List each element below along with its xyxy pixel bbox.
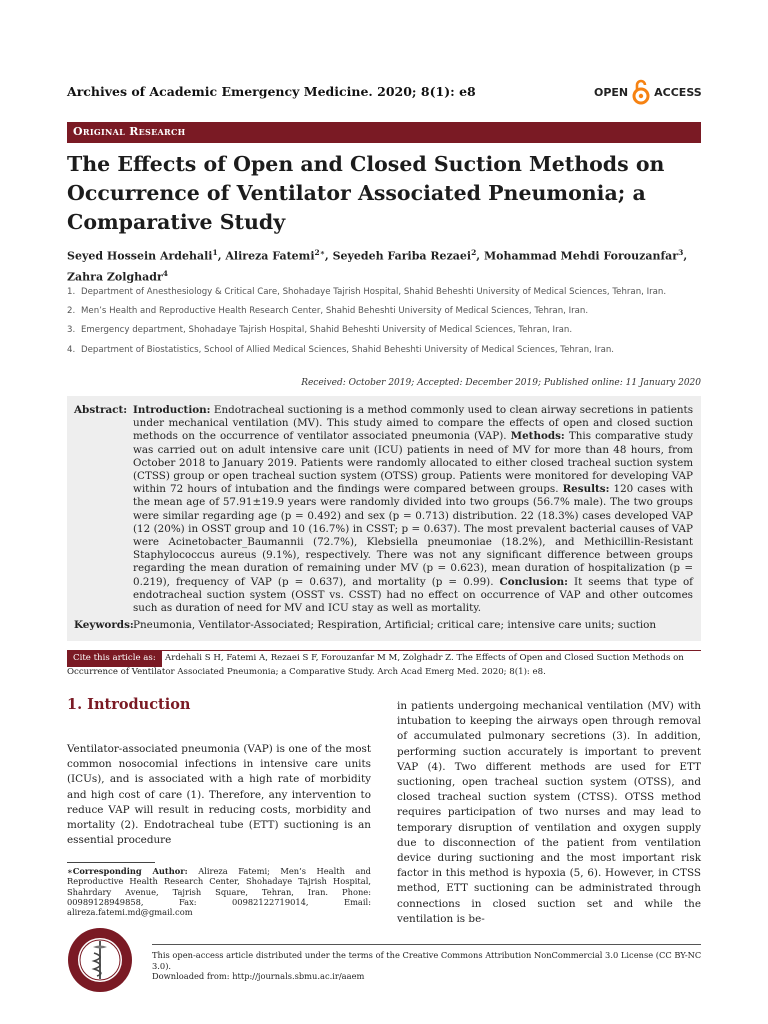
body-text-left: Ventilator-associated pneumonia (VAP) is one of the most common nosocomial infections in intensive care units (ICUs), and is associated with a high rate of morbidity and high cost of care (1). Therefore, any intervention to reduce VAP will result in reducing costs, morbidity and mortality (2). Endotracheal tube (ETT) suctioning is an essential procedure [67,743,371,847]
abstract-intro-heading: Introduction: [133,404,211,416]
cite-tag: Cite this article as: [67,651,162,667]
publication-dates: Received: October 2019; Accepted: December 2019; Published online: 11 January 2020 [301,378,701,388]
affiliation-number: 3. [67,325,76,335]
abstract-methods: This comparative study was carried out on adult intensive care unit (ICU) patients in need of MV for more than 48 hours, from October 2018 to January 2019. Patients were randomly allocated to either closed tracheal suction system (CTSS) group or open tracheal suction system (OTSS) group. Patients were monitored for developing VAP within 72 hours of intubation and the findings were compared between groups. [133,430,693,496]
abstract-results-heading: Results: [562,483,610,496]
license-text: This open-access article distributed under the terms of the Creative Commons Attribution NonCommercial 3.0 License (CC BY-NC 3.0). [152,950,702,971]
section-heading: 1. Introduction [67,696,191,713]
affiliation-item [67,325,707,335]
oa-open-text: OPEN [594,85,629,99]
affiliation-text: Men’s Health and Reproductive Health Research Center, Shahid Beheshti University of Medical Sciences, Tehran, Iran. [81,306,589,316]
abstract-text [133,404,693,615]
body-text-right: in patients undergoing mechanical ventilation (MV) with intubation to keeping the airways open through removal of accumulated pulmonary secretions (3). In addition, performing suction accurately is important to prevent VAP (4). Two different methods are used for ETT suctioning, open tracheal suction system (OTSS), and closed tracheal suction system (CTSS). OTSS method requires participation of two nurses and may lead to temporary disruption of ventilation and oxygen supply due to disconnection of the patient from ventilation device during suctioning and the most important risk factor in this method is hypoxia (5, 6). However, in CTSS method, ETT suctioning can be administrated through connections in closed suction set and while the ventilation is be- [397,700,701,925]
affiliation-number: 1. [67,287,76,297]
open-lock-icon [631,78,651,106]
abstract-label: Abstract: [74,404,128,416]
keywords-text: Pneumonia, Ventilator-Associated; Respiration, Artificial; critical care; intensive care units; suction [133,619,657,631]
author-name: Seyedeh Fariba Rezaei [332,249,472,263]
author-affiliation-mark: 4 [162,268,168,278]
article-title: The Effects of Open and Closed Suction Methods on Occurrence of Ventilator Associated Pneumonia; a Comparative Study [67,152,665,234]
author-name: Seyed Hossein Ardehali [67,249,213,263]
author-affiliation-mark: 1 [212,248,218,257]
affiliation-item [67,306,707,316]
corresponding-author-note [67,866,371,917]
author-list: Seyed Hossein Ardehali$^1$, Alireza Fatemi$^{2∗}$, Seyedeh Fariba Rezaei$^2$, Mohammad Mehdi Forouzanfar$^3$, Zahra Zolghadr$^4$ [67,248,688,284]
affiliation-text: Emergency department, Shohadaye Tajrish Hospital, Shahid Beheshti University of Medical Sciences, Tehran, Iran. [81,325,573,335]
cite-divider [67,650,701,651]
author-affiliation-mark: 2∗ [314,248,325,257]
download-source: Downloaded from: http://journals.sbmu.ac.ir/aaem [152,971,365,981]
section-banner [67,122,701,143]
abstract-intro: Endotracheal suctioning is a method commonly used to clean airway secretions in patients under mechanical ventilation (MV). This study aimed to compare the effects of open and closed suction methods on the occurrence of ventilator associated pneumonia (VAP). [133,404,693,443]
keywords-label: Keywords: [74,619,134,631]
abstract-methods-heading: Methods: [510,430,565,443]
footnote-divider [67,862,155,863]
corresponding-author-text: Alireza Fatemi; Men’s Health and Reproductive Health Research Center, Shohadaye Tajrish Hospital, Shahrdary Avenue, Tajrish Square, Tehran, Iran. Phone: 00989128949858, Fax: 00982122719014, Email: alireza.fatemi.md@gmail.com [67,866,371,918]
author-affiliation-mark: 3 [678,248,684,257]
author-name: Zahra Zolghadr [67,270,163,284]
author-affiliation-mark: 2 [471,248,477,257]
author-name: Alireza Fatemi [225,249,315,263]
abstract-conclusion: It seems that type of endotracheal suction system (OSST vs. CSST) had no effect on occurrence of VAP and other outcomes such as duration of need for MV and ICU stay as well as mortality. [133,575,693,615]
corresponding-author-heading: ∗Corresponding Author: [67,866,188,876]
affiliation-item [67,287,707,297]
affiliation-number: 4. [67,345,76,355]
footer-divider [152,944,701,945]
open-access-logo [594,78,702,106]
journal-seal-logo [67,927,133,993]
cite-text: Ardehali S H, Fatemi A, Rezaei S F, Forouzanfar M M, Zolghadr Z. The Effects of Open and Closed Suction Methods on Occurrence of Ventilator Associated Pneumonia; a Comparative Study. Arch Acad Emerg Med. 2020; 8(1): e8. [67,653,684,677]
affiliation-text: Department of Anesthesiology & Critical Care, Shohadaye Tajrish Hospital, Shahid Beheshti University of Medical Sciences, Tehran, Iran. [81,287,667,297]
oa-access-text: ACCESS [654,85,702,99]
abstract-results: 120 cases with the mean age of 57.91±19.9 years were randomly divided into two groups (56.7% male). The two groups were similar regarding age (p = 0.492) and sex (p = 0.713) distribution. 22 (18.3%) cases developed VAP (12 (20%) in OSST group and 10 (16.7%) in CSST; p = 0.637). The most prevalent bacterial causes of VAP were Acinetobacter_Baumannii (72.7%), Klebsiella pneumoniae (18.2%), and Methicillin-Resistant Staphylococcus aureus (9.1%), respectively. There was not any significant difference between groups regarding the mean duration of remaining under MV (p = 0.623), mean duration of hospitalization (p = 0.219), frequency of VAP (p = 0.637), and mortality (p = 0.99). [133,483,693,588]
affiliation-item [67,345,707,355]
journal-citation: Archives of Academic Emergency Medicine. 2020; 8(1): e8 [67,84,476,99]
article-type-label: Original Research [73,125,186,138]
license-note [152,950,712,982]
affiliation-number: 2. [67,306,76,316]
abstract-conclusion-heading: Conclusion: [499,575,568,588]
author-name: Mohammad Mehdi Forouzanfar [483,249,679,263]
affiliation-text: Department of Biostatistics, School of Allied Medical Sciences, Shahid Beheshti University of Medical Sciences, Tehran, Iran. [81,345,615,355]
